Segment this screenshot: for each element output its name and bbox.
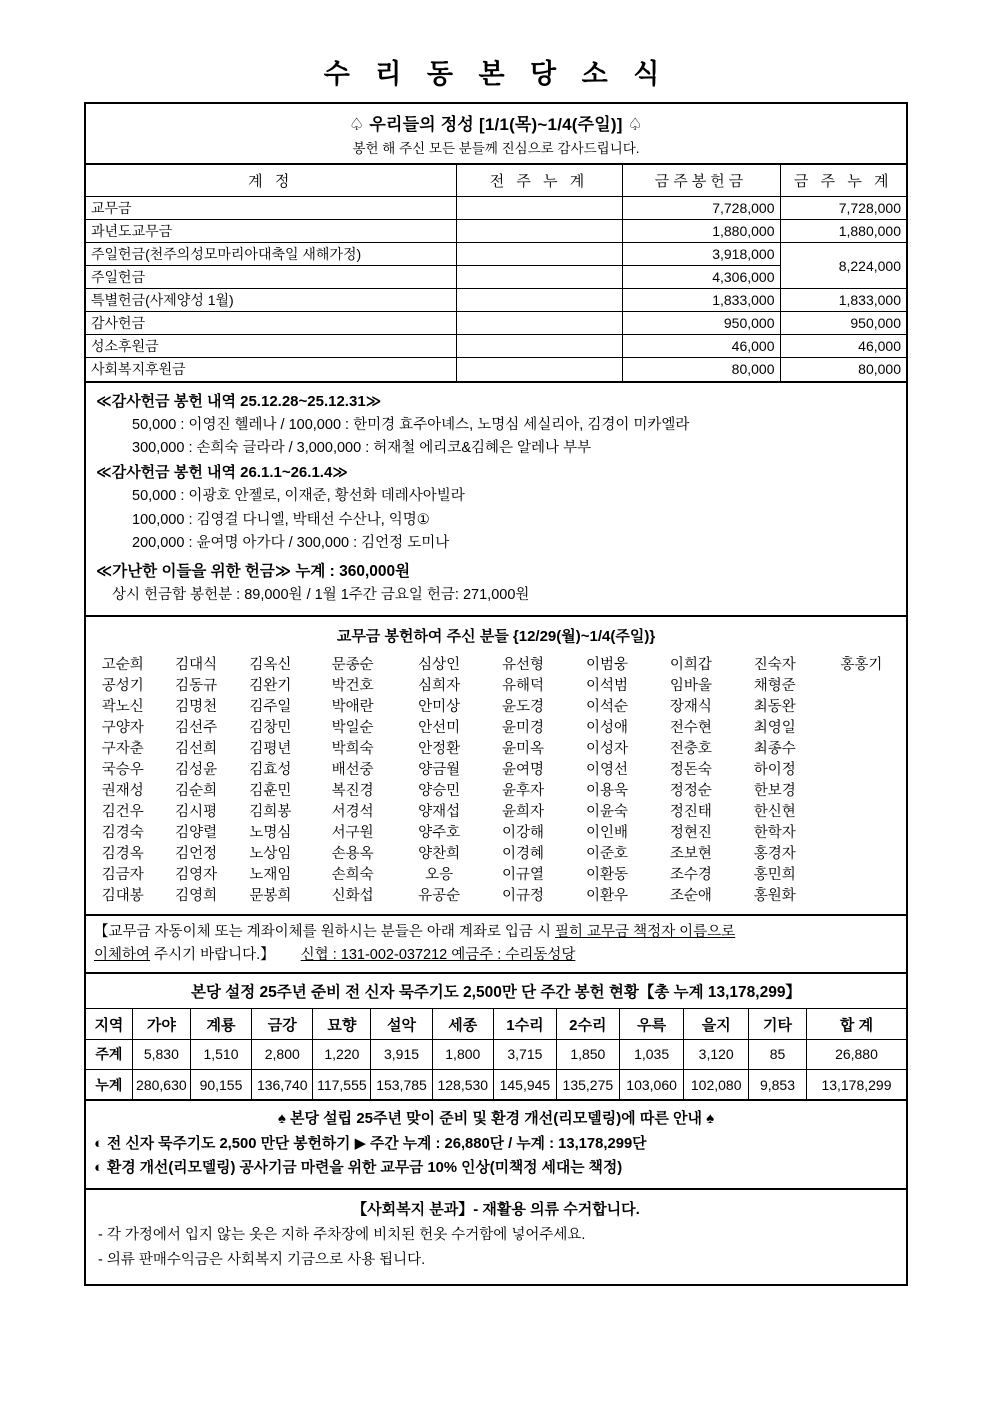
donor-name: 신화섭 xyxy=(331,888,374,905)
table-row xyxy=(86,358,906,381)
donor-name: 복진경 xyxy=(331,783,374,800)
donor-name: 김명천 xyxy=(175,699,218,716)
page-title: 수 리 동 본 당 소 식 xyxy=(323,59,669,89)
donor-name: 박희숙 xyxy=(331,741,374,758)
donor-name: 김옥신 xyxy=(249,657,292,674)
donor-name: 구양자 xyxy=(101,720,144,737)
donor-row xyxy=(86,781,906,802)
row-week: 1,833,000 xyxy=(622,289,780,312)
donor-name: 이규열 xyxy=(502,867,545,884)
row-week: 950,000 xyxy=(622,312,780,335)
donor-name: 김시평 xyxy=(175,804,218,821)
donor-name xyxy=(817,676,906,697)
donor-name: 김선주 xyxy=(175,720,218,737)
rosary-cell: 3,120 xyxy=(684,1039,749,1069)
donor-name: 심상인 xyxy=(418,657,461,674)
donor-name: 이영선 xyxy=(585,762,628,779)
donor-name xyxy=(817,823,906,844)
donor-name: 김성윤 xyxy=(175,762,218,779)
rosary-cell: 2,800 xyxy=(252,1039,313,1069)
donor-row xyxy=(86,739,906,760)
rosary-band xyxy=(86,974,906,1101)
donor-row xyxy=(86,823,906,844)
anniversary-notice-title: ♠ 본당 설립 25주년 맞이 준비 및 환경 개선(리모델링)에 따른 안내 ♠ xyxy=(277,1110,715,1128)
donor-name: 김창민 xyxy=(249,720,292,737)
donors-grid xyxy=(86,655,906,907)
rosary-title: 본당 설정 25주년 준비 전 신자 묵주기도 2,500만 단 주간 봉헌 현황【총 누계 13,178,299】 xyxy=(86,974,906,1009)
row-total-merged: 8,224,000 xyxy=(780,243,906,289)
row-week: 4,306,000 xyxy=(622,266,780,289)
donor-name: 정정순 xyxy=(669,783,712,800)
row-prev xyxy=(456,358,622,381)
donor-name: 김효성 xyxy=(249,762,292,779)
donors-band xyxy=(86,617,906,916)
donor-name: 이인배 xyxy=(585,825,628,842)
account-notice-text-b: 주시기 바랍니다.】 xyxy=(150,946,275,963)
donor-name: 이석순 xyxy=(585,699,628,716)
table-header-row xyxy=(86,165,906,197)
donor-name: 서구원 xyxy=(331,825,374,842)
donor-name: 한신현 xyxy=(753,804,796,821)
bulletin-frame xyxy=(84,102,908,1286)
rosary-header-cell: 기타 xyxy=(749,1009,807,1039)
donor-name: 채형준 xyxy=(753,678,796,695)
rosary-header-cell: 세종 xyxy=(432,1009,493,1039)
donor-name: 심희자 xyxy=(418,678,461,695)
col-header-prev-total: 전 주 누 계 xyxy=(456,165,622,197)
donor-name: 양찬희 xyxy=(418,846,461,863)
donor-name: 유공순 xyxy=(418,888,461,905)
donor-name: 김경숙 xyxy=(101,825,144,842)
donor-name: 공성기 xyxy=(101,678,144,695)
donor-name: 노상임 xyxy=(249,846,292,863)
donor-name xyxy=(817,697,906,718)
donor-name: 안미상 xyxy=(418,699,461,716)
row-week: 80,000 xyxy=(622,358,780,381)
row-prev xyxy=(456,266,622,289)
donor-name: 윤미경 xyxy=(502,720,545,737)
account-notice-underline-a: 필히 교무금 책정자 이름으로 xyxy=(555,924,736,941)
donor-name: 문종순 xyxy=(331,657,374,674)
donor-name: 윤희자 xyxy=(502,804,545,821)
donor-name: 이성애 xyxy=(585,720,628,737)
row-total: 46,000 xyxy=(780,335,906,358)
row-prev xyxy=(456,289,622,312)
donor-name: 노재임 xyxy=(249,867,292,884)
donor-name: 전충호 xyxy=(669,741,712,758)
donor-name: 유선형 xyxy=(502,657,545,674)
donor-name: 윤후자 xyxy=(502,783,545,800)
row-item: 사회복지후원금 xyxy=(86,358,456,381)
donor-name: 김영희 xyxy=(175,888,218,905)
donor-row xyxy=(86,886,906,907)
col-header-week-offering: 금주봉헌금 xyxy=(622,165,780,197)
donor-name: 김순희 xyxy=(175,783,218,800)
donor-name: 노명심 xyxy=(249,825,292,842)
donor-name: 곽노신 xyxy=(101,699,144,716)
welfare-notice-item: - 의류 판매수익금은 사회복지 기금으로 사용 됩니다. xyxy=(98,1252,426,1269)
rosary-cell: 85 xyxy=(749,1039,807,1069)
donor-row xyxy=(86,655,906,676)
row-item: 교무금 xyxy=(86,197,456,220)
rosary-header-cell: 계룡 xyxy=(190,1009,251,1039)
poor-offering-detail: 상시 헌금함 봉헌분 : 89,000원 / 1월 1주간 금요일 헌금: 271,000원 xyxy=(112,586,530,603)
donor-name: 한보경 xyxy=(753,783,796,800)
rosary-cell: 9,853 xyxy=(749,1069,807,1099)
donor-name xyxy=(817,865,906,886)
rosary-header-cell: 합 계 xyxy=(806,1009,906,1039)
row-total: 1,833,000 xyxy=(780,289,906,312)
donor-name: 김영자 xyxy=(175,867,218,884)
rosary-row-label: 주계 xyxy=(86,1039,132,1069)
donor-name: 이경혜 xyxy=(502,846,545,863)
offering-heading: ♤ 우리들의 정성 [1/1(목)~1/4(주일)] ♤ xyxy=(349,114,643,134)
thanks-line: 200,000 : 윤여명 아가다 / 300,000 : 김언정 도미나 xyxy=(132,535,450,552)
rosary-cell: 5,830 xyxy=(132,1039,190,1069)
donor-name: 홍홍기 xyxy=(840,657,883,674)
donor-name: 이환우 xyxy=(585,888,628,905)
account-notice-band xyxy=(86,916,906,974)
table-row xyxy=(86,312,906,335)
donor-name: 최영일 xyxy=(753,720,796,737)
row-prev xyxy=(456,243,622,266)
rosary-cell: 117,555 xyxy=(313,1069,371,1099)
row-item: 감사헌금 xyxy=(86,312,456,335)
rosary-header-cell: 가야 xyxy=(132,1009,190,1039)
rosary-cumulative-row xyxy=(86,1069,906,1099)
donor-name: 김완기 xyxy=(249,678,292,695)
anniversary-notice-item: ◐ 환경 개선(리모델링) 공사기금 마련을 위한 교무금 10% 인상(미책정 세대는 책정) xyxy=(94,1160,623,1177)
donor-name: 윤여명 xyxy=(502,762,545,779)
donor-name: 권재성 xyxy=(101,783,144,800)
donor-name: 김동규 xyxy=(175,678,218,695)
donor-name: 양금월 xyxy=(418,762,461,779)
account-number: 신협 : 131-002-037212 예금주 : 수리동성당 xyxy=(300,946,576,963)
rosary-cell: 3,915 xyxy=(371,1039,432,1069)
row-week: 46,000 xyxy=(622,335,780,358)
row-item: 과년도교무금 xyxy=(86,220,456,243)
row-week: 3,918,000 xyxy=(622,243,780,266)
thanks-line: 100,000 : 김영걸 다니엘, 박태선 수산나, 익명① xyxy=(132,511,430,528)
donor-name: 김평년 xyxy=(249,741,292,758)
donor-row xyxy=(86,865,906,886)
thanks-heading-1: ≪감사헌금 봉헌 내역 25.12.28~25.12.31≫ xyxy=(96,392,382,410)
donor-name: 김희봉 xyxy=(249,804,292,821)
offering-header-band xyxy=(86,104,906,165)
donor-name: 한학자 xyxy=(753,825,796,842)
donor-name xyxy=(817,718,906,739)
donor-name: 안정환 xyxy=(418,741,461,758)
rosary-cell: 1,510 xyxy=(190,1039,251,1069)
donor-name: 이준호 xyxy=(585,846,628,863)
rosary-cell: 26,880 xyxy=(806,1039,906,1069)
donor-name: 이환동 xyxy=(585,867,628,884)
donor-name xyxy=(817,760,906,781)
donor-name: 박애란 xyxy=(331,699,374,716)
rosary-header-cell: 2수리 xyxy=(556,1009,619,1039)
donor-name: 홍민희 xyxy=(753,867,796,884)
donor-name: 조순애 xyxy=(669,888,712,905)
rosary-header-row xyxy=(86,1009,906,1039)
donor-name: 손희숙 xyxy=(331,867,374,884)
donor-name: 박건호 xyxy=(331,678,374,695)
rosary-cell: 1,220 xyxy=(313,1039,371,1069)
rosary-weekly-row xyxy=(86,1039,906,1069)
donor-name: 손용옥 xyxy=(331,846,374,863)
donor-row xyxy=(86,697,906,718)
row-total: 950,000 xyxy=(780,312,906,335)
rosary-header-cell: 우륵 xyxy=(619,1009,684,1039)
rosary-table xyxy=(86,1009,906,1099)
rosary-header-cell: 지역 xyxy=(86,1009,132,1039)
donor-row xyxy=(86,760,906,781)
table-row xyxy=(86,335,906,358)
rosary-cell: 280,630 xyxy=(132,1069,190,1099)
row-week: 7,728,000 xyxy=(622,197,780,220)
donor-name: 양승민 xyxy=(418,783,461,800)
rosary-cell: 135,275 xyxy=(556,1069,619,1099)
donor-name: 정진태 xyxy=(669,804,712,821)
donor-name xyxy=(817,781,906,802)
donor-row xyxy=(86,718,906,739)
donor-name: 양재섭 xyxy=(418,804,461,821)
rosary-cell: 136,740 xyxy=(252,1069,313,1099)
donor-name: 김경옥 xyxy=(101,846,144,863)
donor-name: 김건우 xyxy=(101,804,144,821)
donor-name: 이용욱 xyxy=(585,783,628,800)
donor-name: 이희갑 xyxy=(669,657,712,674)
row-item: 주일헌금(천주의성모마리아대축일 새해가정) xyxy=(86,243,456,266)
anniversary-notice-item: ◐ 전 신자 묵주기도 2,500 만단 봉헌하기 ▶ 주간 누계 : 26,880단 / 누계 : 13,178,299단 xyxy=(94,1136,647,1153)
donor-name: 하이정 xyxy=(753,762,796,779)
rosary-cell: 1,035 xyxy=(619,1039,684,1069)
donor-name: 문봉희 xyxy=(249,888,292,905)
row-item: 주일헌금 xyxy=(86,266,456,289)
donor-name: 김선희 xyxy=(175,741,218,758)
thanksgiving-detail-band xyxy=(86,383,906,618)
rosary-cell: 13,178,299 xyxy=(806,1069,906,1099)
rosary-header-cell: 금강 xyxy=(252,1009,313,1039)
table-row xyxy=(86,289,906,312)
anniversary-notice-band xyxy=(86,1101,906,1189)
donor-name: 정돈숙 xyxy=(669,762,712,779)
donor-name: 진숙자 xyxy=(753,657,796,674)
row-prev xyxy=(456,197,622,220)
rosary-cell: 103,060 xyxy=(619,1069,684,1099)
donor-name: 윤도경 xyxy=(502,699,545,716)
offering-subheading: 봉헌 해 주신 모든 분들께 진심으로 감사드립니다. xyxy=(352,140,640,156)
donor-name: 이성자 xyxy=(585,741,628,758)
donor-name: 조보현 xyxy=(669,846,712,863)
donor-name: 전수현 xyxy=(669,720,712,737)
row-total: 80,000 xyxy=(780,358,906,381)
offering-table-band xyxy=(86,165,906,383)
table-row xyxy=(86,243,906,266)
rosary-cell: 3,715 xyxy=(493,1039,556,1069)
donor-name: 구자춘 xyxy=(101,741,144,758)
thanks-line: 50,000 : 이광호 안젤로, 이재준, 황선화 데레사아빌라 xyxy=(132,488,465,505)
welfare-notice-band xyxy=(86,1190,906,1284)
donor-name: 홍경자 xyxy=(753,846,796,863)
donor-name: 양주호 xyxy=(418,825,461,842)
donors-title: 교무금 봉헌하여 주신 분들 {12/29(월)~1/4(주일)} xyxy=(336,628,656,646)
donor-name: 이강해 xyxy=(502,825,545,842)
welfare-notice-item: - 각 가정에서 입지 않는 옷은 지하 주차장에 비치된 헌옷 수거함에 넣어주세요. xyxy=(98,1227,586,1244)
row-prev xyxy=(456,312,622,335)
donor-name: 서경석 xyxy=(331,804,374,821)
donor-name: 윤미옥 xyxy=(502,741,545,758)
row-total: 1,880,000 xyxy=(780,220,906,243)
donor-name: 박일순 xyxy=(331,720,374,737)
donor-name: 장재식 xyxy=(669,699,712,716)
donor-name: 오응 xyxy=(425,867,454,884)
account-notice-underline-b: 이체하여 xyxy=(94,946,151,963)
donor-name xyxy=(817,802,906,823)
donor-name: 이규정 xyxy=(502,888,545,905)
donor-row xyxy=(86,676,906,697)
rosary-header-cell: 설악 xyxy=(371,1009,432,1039)
donor-name: 유해덕 xyxy=(502,678,545,695)
donor-name: 국승우 xyxy=(101,762,144,779)
poor-offering-heading: ≪가난한 이들을 위한 헌금≫ 누계 : 360,000원 xyxy=(96,562,411,580)
rosary-cell: 102,080 xyxy=(684,1069,749,1099)
donor-name: 이범웅 xyxy=(585,657,628,674)
row-item: 특별헌금(사제양성 1월) xyxy=(86,289,456,312)
rosary-row-label: 누계 xyxy=(86,1069,132,1099)
row-item: 성소후원금 xyxy=(86,335,456,358)
col-header-account: 계 정 xyxy=(86,165,456,197)
table-row xyxy=(86,197,906,220)
account-notice-line-2 xyxy=(94,944,898,966)
donor-name: 김언정 xyxy=(175,846,218,863)
donor-name: 홍원화 xyxy=(753,888,796,905)
col-header-week-total: 금 주 누 계 xyxy=(780,165,906,197)
rosary-cell: 128,530 xyxy=(432,1069,493,1099)
thanks-line: 300,000 : 손희숙 글라라 / 3,000,000 : 허재철 에리코&김혜은 알레나 부부 xyxy=(132,440,592,457)
donor-name: 김훈민 xyxy=(249,783,292,800)
donor-name: 정현진 xyxy=(669,825,712,842)
row-total: 7,728,000 xyxy=(780,197,906,220)
rosary-cell: 1,850 xyxy=(556,1039,619,1069)
donor-name: 최동완 xyxy=(753,699,796,716)
donor-name: 이윤숙 xyxy=(585,804,628,821)
welfare-notice-title: 【사회복지 분과】- 재활용 의류 수거합니다. xyxy=(352,1200,640,1218)
donor-name: 김대봉 xyxy=(101,888,144,905)
account-notice-text-a: 【교무금 자동이체 또는 계좌이체를 원하시는 분들은 아래 계좌로 입금 시 xyxy=(94,924,555,941)
row-prev xyxy=(456,335,622,358)
thanks-heading-2: ≪감사헌금 봉헌 내역 26.1.1~26.1.4≫ xyxy=(96,463,348,481)
donor-name: 김주일 xyxy=(249,699,292,716)
donor-name xyxy=(817,739,906,760)
donor-name: 이석범 xyxy=(585,678,628,695)
rosary-cell: 145,945 xyxy=(493,1069,556,1099)
donor-name xyxy=(817,886,906,907)
rosary-cell: 153,785 xyxy=(371,1069,432,1099)
donor-name: 김양렬 xyxy=(175,825,218,842)
row-prev xyxy=(456,220,622,243)
rosary-header-cell: 1수리 xyxy=(493,1009,556,1039)
row-week: 1,880,000 xyxy=(622,220,780,243)
rosary-header-cell: 을지 xyxy=(684,1009,749,1039)
thanks-line: 50,000 : 이영진 헬레나 / 100,000 : 한미경 효주아녜스, 노명심 세실리아, 김경이 미카엘라 xyxy=(132,416,690,433)
donor-name: 배선중 xyxy=(331,762,374,779)
donor-name: 최종수 xyxy=(753,741,796,758)
donor-row xyxy=(86,844,906,865)
offering-table xyxy=(86,165,906,381)
table-row xyxy=(86,220,906,243)
rosary-header-cell: 묘향 xyxy=(313,1009,371,1039)
donor-name: 김금자 xyxy=(101,867,144,884)
rosary-cell: 1,800 xyxy=(432,1039,493,1069)
donor-row xyxy=(86,802,906,823)
donor-name: 김대식 xyxy=(175,657,218,674)
donor-name: 조수경 xyxy=(669,867,712,884)
account-notice-line-1 xyxy=(94,921,898,943)
rosary-cell: 90,155 xyxy=(190,1069,251,1099)
donor-name xyxy=(817,844,906,865)
donor-name: 고순희 xyxy=(101,657,144,674)
donor-name: 안선미 xyxy=(418,720,461,737)
donor-name: 임바울 xyxy=(669,678,712,695)
